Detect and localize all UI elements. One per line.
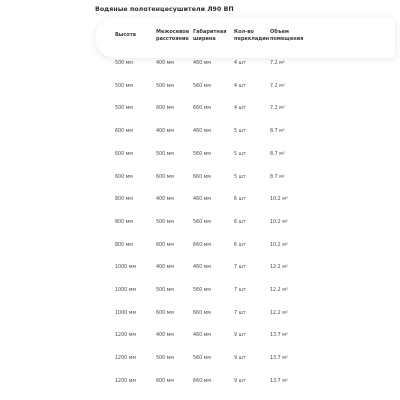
- cell-height: 1200 мм: [115, 356, 136, 362]
- cell-room-volume: 10.2 м²: [270, 197, 288, 203]
- cell-overall-width: 660 мм: [193, 242, 211, 248]
- cell-rungs-count: 7 шт: [234, 310, 246, 316]
- cell-height: 1000 мм: [115, 288, 136, 293]
- cell-overall-width: 460 мм: [193, 61, 211, 66]
- cell-rungs-count: 7 шт: [234, 288, 246, 293]
- cell-overall-width: 460 мм: [193, 129, 211, 135]
- cell-rungs-count: 4 шт: [234, 106, 246, 112]
- cell-height: 800 мм: [115, 197, 133, 203]
- cell-axis-distance: 500 мм: [156, 356, 174, 362]
- cell-overall-width: 460 мм: [193, 333, 211, 339]
- table-row: [0, 217, 400, 229]
- table-row: [0, 262, 400, 274]
- cell-room-volume: 8.7 м²: [270, 129, 285, 135]
- cell-axis-distance: 600 мм: [156, 310, 174, 316]
- cell-overall-width: 460 мм: [193, 197, 211, 203]
- cell-rungs-count: 9 шт: [234, 378, 246, 384]
- cell-axis-distance: 400 мм: [156, 197, 174, 203]
- cell-height: 500 мм: [115, 61, 133, 66]
- cell-room-volume: 12.2 м²: [270, 310, 288, 316]
- cell-overall-width: 560 мм: [193, 151, 211, 157]
- column-header-rungs-count: Кол-во перекладин: [234, 29, 270, 42]
- cell-room-volume: 10.2 м²: [270, 242, 288, 248]
- cell-axis-distance: 400 мм: [156, 265, 174, 271]
- cell-height: 600 мм: [115, 174, 133, 180]
- table-row: [0, 103, 400, 115]
- cell-axis-distance: 600 мм: [156, 378, 174, 384]
- cell-rungs-count: 9 шт: [234, 333, 246, 339]
- table-row: [0, 194, 400, 206]
- column-header-axis-distance: Межосевое расстояние: [156, 29, 190, 42]
- table-row: [0, 353, 400, 365]
- table-row: [0, 58, 400, 70]
- page-title: Водяные полотенцесушители Л90 ВП: [95, 6, 234, 13]
- cell-room-volume: 12.2 м²: [270, 265, 288, 271]
- cell-rungs-count: 6 шт: [234, 219, 246, 225]
- cell-room-volume: 13.7 м²: [270, 333, 288, 339]
- cell-rungs-count: 4 шт: [234, 83, 246, 89]
- cell-height: 600 мм: [115, 151, 133, 157]
- cell-room-volume: 8.7 м²: [270, 151, 285, 157]
- column-header-overall-width: Габаритная ширина: [193, 29, 227, 42]
- cell-height: 1000 мм: [115, 265, 136, 271]
- cell-room-volume: 7.2 м²: [270, 106, 285, 112]
- table-row: [0, 285, 400, 297]
- cell-rungs-count: 7 шт: [234, 265, 246, 271]
- cell-overall-width: 660 мм: [193, 106, 211, 112]
- cell-room-volume: 10.2 м²: [270, 219, 288, 225]
- cell-rungs-count: 6 шт: [234, 242, 246, 248]
- cell-overall-width: 560 мм: [193, 356, 211, 362]
- cell-overall-width: 460 мм: [193, 265, 211, 271]
- cell-height: 500 мм: [115, 106, 133, 112]
- cell-height: 800 мм: [115, 242, 133, 248]
- cell-axis-distance: 500 мм: [156, 219, 174, 225]
- cell-rungs-count: 5 шт: [234, 151, 246, 157]
- cell-room-volume: 13.7 м²: [270, 356, 288, 362]
- table-row: [0, 172, 400, 184]
- table-row: [0, 81, 400, 93]
- cell-axis-distance: 600 мм: [156, 242, 174, 248]
- table-row: [0, 240, 400, 252]
- cell-room-volume: 7.2 м²: [270, 61, 285, 66]
- cell-height: 600 мм: [115, 129, 133, 135]
- cell-axis-distance: 600 мм: [156, 106, 174, 112]
- cell-height: 800 мм: [115, 219, 133, 225]
- cell-overall-width: 560 мм: [193, 83, 211, 89]
- column-header-height: Высота: [115, 32, 137, 38]
- table-row: [0, 330, 400, 342]
- cell-room-volume: 13.7 м²: [270, 378, 288, 384]
- cell-overall-width: 560 мм: [193, 288, 211, 293]
- table-row: [0, 126, 400, 138]
- cell-rungs-count: 6 шт: [234, 197, 246, 203]
- cell-height: 1200 мм: [115, 333, 136, 339]
- table-row: [0, 149, 400, 161]
- cell-height: 500 мм: [115, 83, 133, 89]
- cell-rungs-count: 5 шт: [234, 129, 246, 135]
- cell-axis-distance: 500 мм: [156, 83, 174, 89]
- cell-axis-distance: 400 мм: [156, 129, 174, 135]
- cell-height: 1200 мм: [115, 378, 136, 384]
- cell-overall-width: 560 мм: [193, 219, 211, 225]
- cell-overall-width: 660 мм: [193, 378, 211, 384]
- column-header-room-volume: Объем помещения: [270, 29, 304, 42]
- cell-axis-distance: 400 мм: [156, 61, 174, 66]
- cell-overall-width: 660 мм: [193, 174, 211, 180]
- table-row: [0, 376, 400, 388]
- cell-rungs-count: 9 шт: [234, 356, 246, 362]
- cell-axis-distance: 500 мм: [156, 288, 174, 293]
- cell-overall-width: 660 мм: [193, 310, 211, 316]
- cell-height: 1000 мм: [115, 310, 136, 316]
- cell-axis-distance: 500 мм: [156, 151, 174, 157]
- cell-room-volume: 8.7 м²: [270, 174, 285, 180]
- cell-axis-distance: 600 мм: [156, 174, 174, 180]
- cell-rungs-count: 4 шт: [234, 61, 246, 66]
- cell-room-volume: 12.2 м²: [270, 288, 288, 293]
- table-row: [0, 308, 400, 320]
- cell-rungs-count: 5 шт: [234, 174, 246, 180]
- cell-axis-distance: 400 мм: [156, 333, 174, 339]
- cell-room-volume: 7.2 м²: [270, 83, 285, 89]
